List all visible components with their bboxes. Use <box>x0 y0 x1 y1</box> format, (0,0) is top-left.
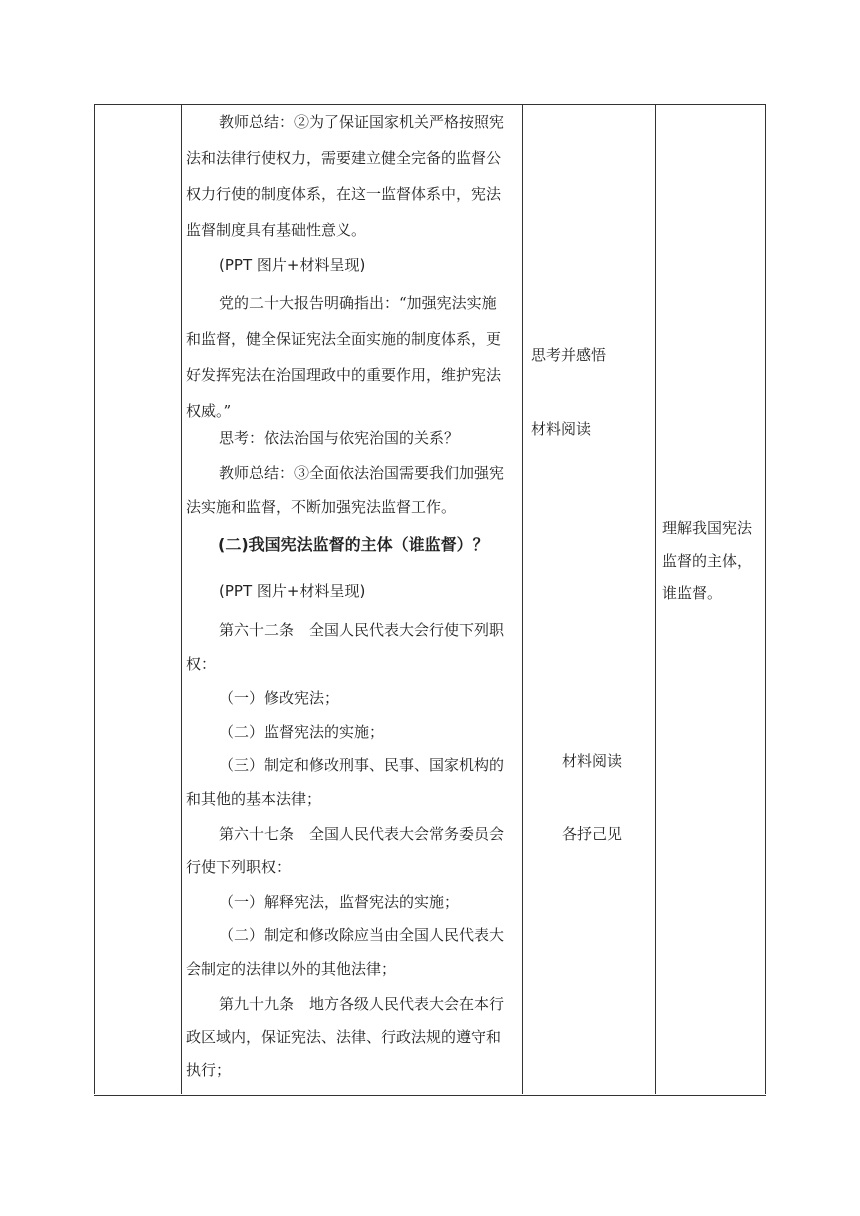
article-line: 政区域内，保证宪法、法律、行政法规的遵守和 <box>186 1028 502 1046</box>
article-line: （二）制定和修改除应当由全国人民代表大 <box>219 926 505 944</box>
article-line: 会制定的法律以外的其他法律； <box>186 960 397 978</box>
table-divider-1 <box>181 104 182 1094</box>
article-line: （一）修改宪法； <box>219 689 340 707</box>
student-activity-item: 材料阅读 <box>562 752 623 770</box>
article-line: （三）制定和修改刑事、民事、国家机构的 <box>219 756 505 774</box>
intent-line: 谁监督。 <box>662 584 723 602</box>
article-line: 第六十二条 全国人民代表大会行使下列职 <box>219 621 505 639</box>
article-line: 和其他的基本法律； <box>186 790 322 808</box>
paragraph-line: 教师总结：②为了保证国家机关严格按照宪 <box>219 113 505 131</box>
article-line: 行使下列职权： <box>186 858 292 876</box>
paragraph-line: 和监督，健全保证宪法全面实施的制度体系，更 <box>186 330 502 348</box>
question-line: 思考：依法治国与依宪治国的关系？ <box>219 429 460 447</box>
student-activity-item: 思考并感悟 <box>531 346 607 364</box>
material-caption: (PPT 图片+材料呈现) <box>219 582 366 600</box>
paragraph-line: 法实施和监督，不断加强宪法监督工作。 <box>186 498 457 516</box>
article-line: 权： <box>186 655 217 673</box>
paragraph-line: 教师总结：③全面依法治国需要我们加强宪 <box>219 464 505 482</box>
intent-line: 理解我国宪法 <box>662 519 753 537</box>
paragraph-line: 监督制度具有基础性意义。 <box>186 221 367 239</box>
paragraph-line: 权力行使的制度体系，在这一监督体系中，宪法 <box>186 185 502 203</box>
article-line: 第九十九条 地方各级人民代表大会在本行 <box>219 995 505 1013</box>
paragraph-line: 好发挥宪法在治国理政中的重要作用，维护宪法 <box>186 366 502 384</box>
intent-line: 监督的主体， <box>662 552 753 570</box>
article-line: （二）监督宪法的实施； <box>219 723 385 741</box>
table-divider-2 <box>522 104 523 1094</box>
paragraph-line: 权威。” <box>186 402 232 420</box>
table-border-right <box>765 104 766 1094</box>
article-line: （一）解释宪法，监督宪法的实施； <box>219 893 460 911</box>
material-caption: (PPT 图片+材料呈现) <box>219 256 366 274</box>
paragraph-line: 法和法律行使权力，需要建立健全完备的监督公 <box>186 149 502 167</box>
table-divider-3 <box>655 104 656 1094</box>
student-activity-item: 材料阅读 <box>531 420 592 438</box>
article-line: 第六十七条 全国人民代表大会常务委员会 <box>219 825 505 843</box>
paragraph-line: 党的二十大报告明确指出：“加强宪法实施 <box>219 294 497 312</box>
section-heading: (二)我国宪法监督的主体（谁监督）？ <box>218 535 489 554</box>
table-border-left <box>94 104 95 1094</box>
student-activity-item: 各抒己见 <box>562 825 623 843</box>
article-line: 执行； <box>186 1061 232 1079</box>
